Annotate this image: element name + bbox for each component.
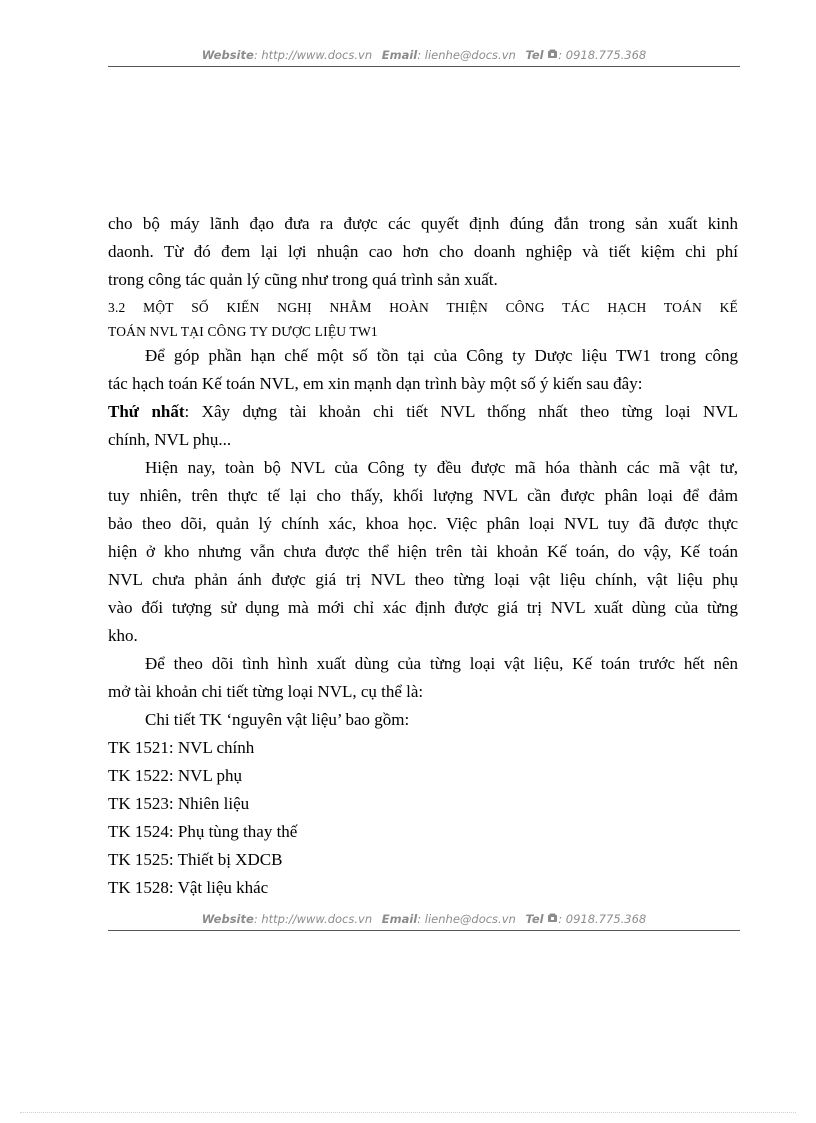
- footer-tel-value: : 0918.775.368: [558, 912, 647, 926]
- page-header: [108, 48, 740, 62]
- account-item: TK 1524: Phụ tùng thay thế: [108, 822, 298, 841]
- footer-website-label: Website: [201, 912, 254, 926]
- body-line: tuy nhiên, trên thực tế lại cho thấy, khối lượng NVL cần được phân loại để đảm: [108, 486, 738, 505]
- page-footer: [108, 912, 740, 926]
- header-tel-label: Tel: [525, 48, 544, 62]
- body-line: trong công tác quản lý cũng như trong quá trình sản xuất.: [108, 270, 498, 289]
- account-item: TK 1522: NVL phụ: [108, 766, 242, 785]
- phone-icon: [547, 48, 558, 62]
- header-website-value: : http://www.docs.vn: [253, 48, 373, 62]
- body-line: hiện ở kho nhưng vẫn chưa được thể hiện trên tài khoản Kế toán, do vậy, Kế toán: [108, 542, 738, 561]
- footer-rule: [108, 930, 740, 931]
- body-line: chính, NVL phụ...: [108, 430, 232, 449]
- body-line: bảo theo dõi, quản lý chính xác, khoa học. Việc phân loại NVL tuy đã được thực: [108, 514, 738, 533]
- header-website-label: Website: [201, 48, 254, 62]
- header-rule: [108, 66, 740, 67]
- body-line: Chi tiết TK ‘nguyên vật liệu’ bao gồm:: [145, 710, 410, 729]
- body-line: cho bộ máy lãnh đạo đưa ra được các quyết định đúng đắn trong sản xuất kinh: [108, 214, 738, 233]
- footer-email-value: : lienhe@docs.vn: [417, 912, 516, 926]
- account-item: TK 1521: NVL chính: [108, 738, 255, 757]
- page-edge-divider: [20, 1112, 796, 1113]
- body-line: Để theo dõi tình hình xuất dùng của từng loại vật liệu, Kế toán trước hết nên: [145, 654, 738, 673]
- body-line: daonh. Từ đó đem lại lợi nhuận cao hơn cho doanh nghiệp và tiết kiệm chi phí: [108, 242, 738, 261]
- body-line: NVL chưa phản ánh được giá trị NVL theo từng loại vật liệu chính, vật liệu phụ: [108, 570, 738, 589]
- body-line: kho.: [108, 626, 138, 645]
- account-item: TK 1528: Vật liệu khác: [108, 878, 269, 897]
- header-email-label: Email: [381, 48, 418, 62]
- body-line: tác hạch toán Kế toán NVL, em xin mạnh dạn trình bày một số ý kiến sau đây:: [108, 374, 643, 393]
- header-email-value: : lienhe@docs.vn: [417, 48, 516, 62]
- account-item: TK 1523: Nhiên liệu: [108, 794, 250, 813]
- header-tel-value: : 0918.775.368: [558, 48, 647, 62]
- first-point-text: : Xây dựng tài khoản chi tiết NVL thống nhất theo từng loại NVL: [184, 402, 738, 421]
- section-heading: TOÁN NVL TẠI CÔNG TY DƯỢC LIỆU TW1: [108, 324, 378, 339]
- footer-website-value: : http://www.docs.vn: [253, 912, 373, 926]
- first-point-label: Thứ nhất: [108, 402, 185, 421]
- body-line: vào đối tượng sử dụng mà mới chỉ xác định được giá trị NVL xuất dùng của từng: [108, 598, 738, 617]
- body-line: mở tài khoản chi tiết từng loại NVL, cụ thể là:: [108, 682, 424, 701]
- footer-tel-label: Tel: [525, 912, 544, 926]
- footer-email-label: Email: [381, 912, 418, 926]
- first-point-line: [108, 402, 738, 422]
- account-item: TK 1525: Thiết bị XDCB: [108, 850, 283, 869]
- body-line: Hiện nay, toàn bộ NVL của Công ty đều được mã hóa thành các mã vật tư,: [145, 458, 738, 477]
- body-line: Để góp phần hạn chế một số tồn tại của Công ty Dược liệu TW1 trong công: [145, 346, 738, 365]
- phone-icon: [547, 912, 558, 926]
- section-heading: 3.2 MỘT SỐ KIẾN NGHỊ NHẰM HOÀN THIỆN CÔNG TÁC HẠCH TOÁN KẾ: [108, 300, 738, 315]
